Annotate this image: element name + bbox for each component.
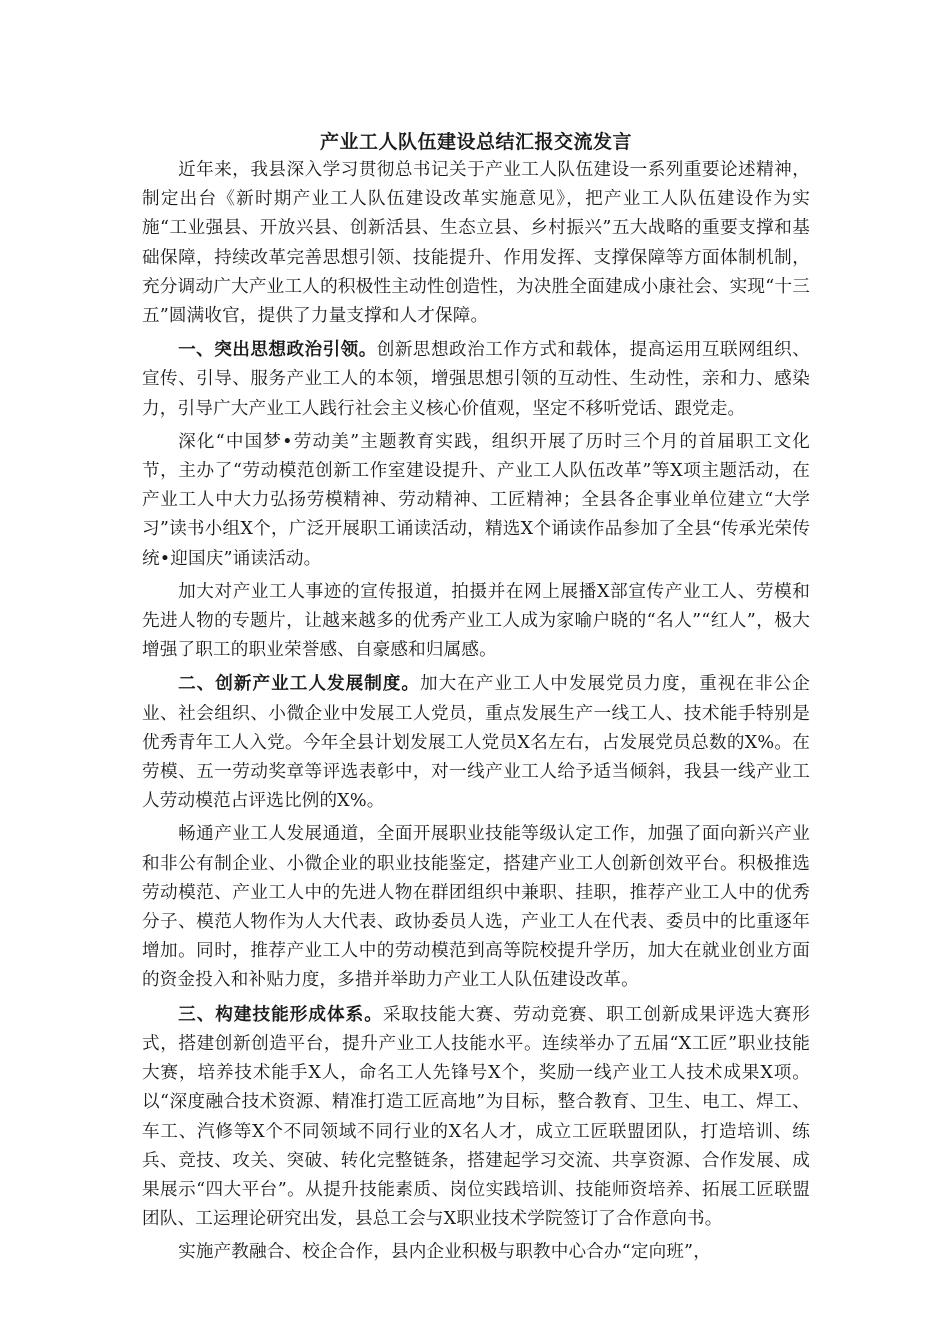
paragraph-section-2 [142, 669, 810, 816]
paragraph-text: 近年来，我县深入学习贯彻总书记关于产业工人队伍建设一系列重要论述精神，制定出台《新时期产业工人队伍建设改革实施意见》，把产业工人队伍建设作为实施“工业强县、开放兴县、创新活县、生态立县、乡村振兴”五大战略的重要支撑和基础保障，持续改革完善思想引领、技能提升、作用发挥、支撑保障等方面体制机制，充分调动广大产业工人的积极性主动性创造性，为决胜全面建成小康社会、实现“十三五”圆满收官，提供了力量支撑和人才保障。 [142, 160, 810, 327]
paragraph-intro [142, 156, 810, 331]
paragraph-body [142, 578, 810, 666]
paragraph-text: 实施产教融合、校企合作，县内企业积极与职教中心合办“定向班”， [178, 1242, 711, 1263]
document-title: 产业工人队伍建设总结汇报交流发言 [319, 131, 632, 153]
paragraph-text: 畅通产业工人发展通道，全面开展职业技能等级认定工作，加强了面向新兴产业和非公有制企业、小微企业的职业技能鉴定，搭建产业工人创新创效平台。积极推选劳动模范、产业工人中的先进人物在群团组织中兼职、挂职，推荐产业工人中的优秀分子、模范人物作为人大代表、政协委员人选，产业工人在代表、委员中的比重逐年增加。同时，推荐产业工人中的劳动模范到高等院校提升学历，加大在就业创业方面的资金投入和补贴力度，多措并举助力产业工人队伍建设改革。 [142, 824, 810, 991]
paragraph-text: 深化“中国梦•劳动美”主题教育实践，组织开展了历时三个月的首届职工文化节，主办了“劳动模范创新工作室建设提升、产业工人队伍改革”等X项主题活动，在产业工人中大力弘扬劳模精神、劳动精神、工匠精神；全县各企事业单位建立“大学习”读书小组X个，广泛开展职工诵读活动，精选X个诵读作品参加了全县“传承光荣传统•迎国庆”诵读活动。 [142, 431, 810, 569]
paragraph-section-3 [142, 1000, 810, 1235]
paragraph-text: 创新思想政治工作方式和载体，提高运用互联网组织、宣传、引导、服务产业工人的本领，增强思想引领的互动性、生动性，亲和力、感染力，引导广大产业工人践行社会主义核心价值观，坚定不移听党话、跟党走。 [142, 340, 810, 419]
section-heading: 二、创新产业工人发展制度。 [178, 673, 421, 695]
document-page [142, 128, 810, 1272]
paragraph-text: 加大对产业工人事迹的宣传报道，拍摄并在网上展播X部宣传产业工人、劳模和先进人物的专题片，让越来越多的优秀产业工人成为家喻户晓的“名人”“红人”，极大增强了职工的职业荣誉感、自豪感和归属感。 [142, 581, 810, 661]
paragraph-text: 采取技能大赛、劳动竞赛、职工创新成果评选大赛形式，搭建创新创造平台，提升产业工人技能水平。连续举办了五届“X工匠”职业技能大赛，培养技术能手X人，命名工人先锋号X个，奖励一线产业工人技术成果X项。以“深度融合技术资源、精准打造工匠高地”为目标，整合教育、卫生、电工、焊工、车工、汽修等X个不同领域不同行业的X名人才，成立工匠联盟团队，打造培训、练兵、竞技、攻关、突破、转化完整链条，搭建起学习交流、共享资源、合作发展、成果展示“四大平台”。从提升技能素质、岗位实践培训、技能师资培养、拓展工匠联盟团队、工运理论研究出发，县总工会与X职业技术学院签订了合作意向书。 [142, 1004, 811, 1230]
paragraph-body [142, 1238, 810, 1267]
paragraph-text: 加大在产业工人中发展党员力度，重视在非公企业、社会组织、小微企业中发展工人党员，重点发展生产一线工人、技术能手特别是优秀青年工人入党。今年全县计划发展工人党员X名左右，占发展党员总数的X%。在劳模、五一劳动奖章等评选表彰中，对一线产业工人给予适当倾斜，我县一线产业工人劳动模范占评选比例的X%。 [142, 674, 811, 812]
document-body [142, 156, 810, 1268]
paragraph-section-1 [142, 335, 810, 424]
section-heading: 一、突出思想政治引领。 [178, 339, 377, 361]
paragraph-body [142, 428, 810, 574]
section-heading: 三、构建技能形成体系。 [178, 1003, 383, 1025]
paragraph-body [142, 820, 810, 995]
